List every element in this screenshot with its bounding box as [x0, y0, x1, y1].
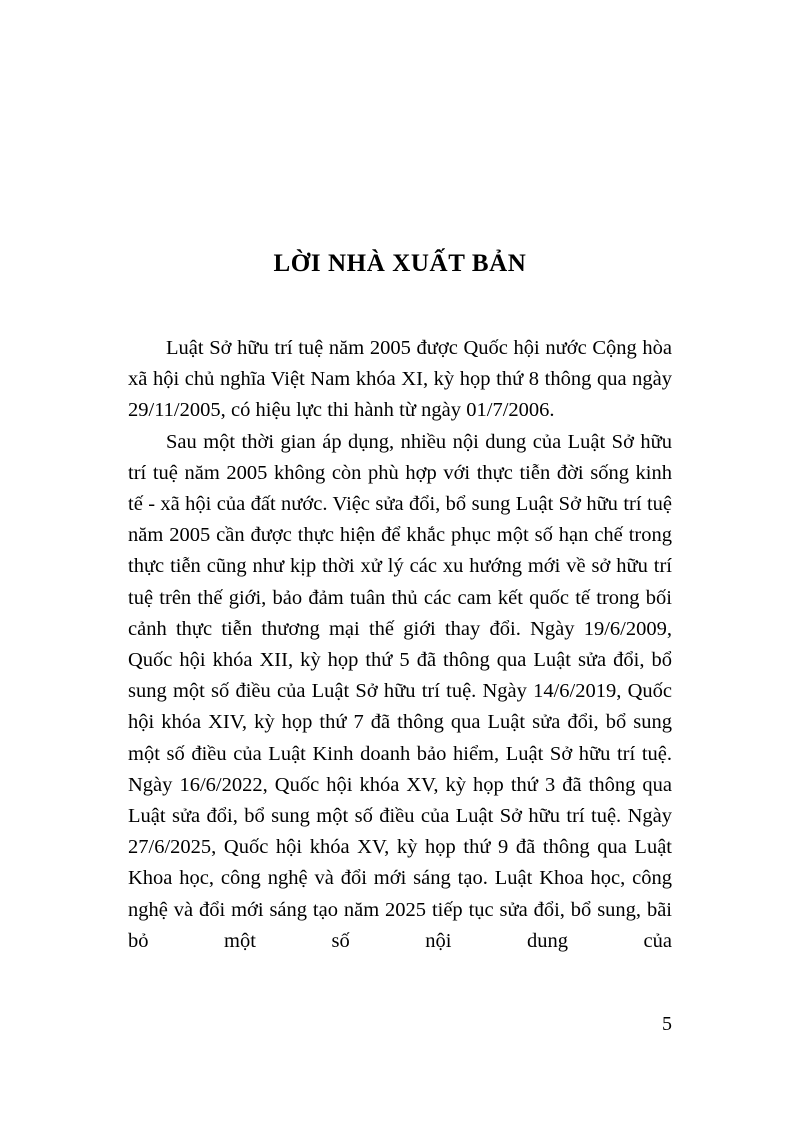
- paragraph: Luật Sở hữu trí tuệ năm 2005 được Quốc hội nước Cộng hòa xã hội chủ nghĩa Việt Nam khóa XI, kỳ họp thứ 8 thông qua ngày 29/11/2005, có hiệu lực thi hành từ ngày 01/7/2006.: [128, 337, 672, 422]
- paragraph: Sau một thời gian áp dụng, nhiều nội dung của Luật Sở hữu trí tuệ năm 2005 không còn phù hợp với thực tiễn đời sống kinh tế - xã hội của đất nước. Việc sửa đổi, bổ sung Luật Sở hữu trí tuệ năm 2005 cần được thực hiện để khắc phục một số hạn chế trong thực tiễn cũng như kịp thời xử lý các xu hướng mới về sở hữu trí tuệ trên thế giới, bảo đảm tuân thủ các cam kết quốc tế trong bối cảnh thực tiễn thương mại thế giới thay đổi. Ngày 19/6/2009, Quốc hội khóa XII, kỳ họp thứ 5 đã thông qua Luật sửa đổi, bổ sung một số điều của Luật Sở hữu trí tuệ. Ngày 14/6/2019, Quốc hội khóa XIV, kỳ họp thứ 7 đã thông qua Luật sửa đổi, bổ sung một số điều của Luật Kinh doanh bảo hiểm, Luật Sở hữu trí tuệ. Ngày 16/6/2022, Quốc hội khóa XV, kỳ họp thứ 3 đã thông qua Luật sửa đổi, bổ sung một số điều của Luật Sở hữu trí tuệ. Ngày 27/6/2025, Quốc hội khóa XV, kỳ họp thứ 9 đã thông qua Luật Khoa học, công nghệ và đổi mới sáng tạo. Luật Khoa học, công nghệ và đổi mới sáng tạo năm 2025 tiếp tục sửa đổi, bổ sung, bãi bỏ một số nội dung của: [128, 430, 672, 952]
- body-text-block: [128, 333, 672, 957]
- page-title: LỜI NHÀ XUẤT BẢN: [273, 250, 527, 277]
- page-number: 5: [662, 1013, 672, 1035]
